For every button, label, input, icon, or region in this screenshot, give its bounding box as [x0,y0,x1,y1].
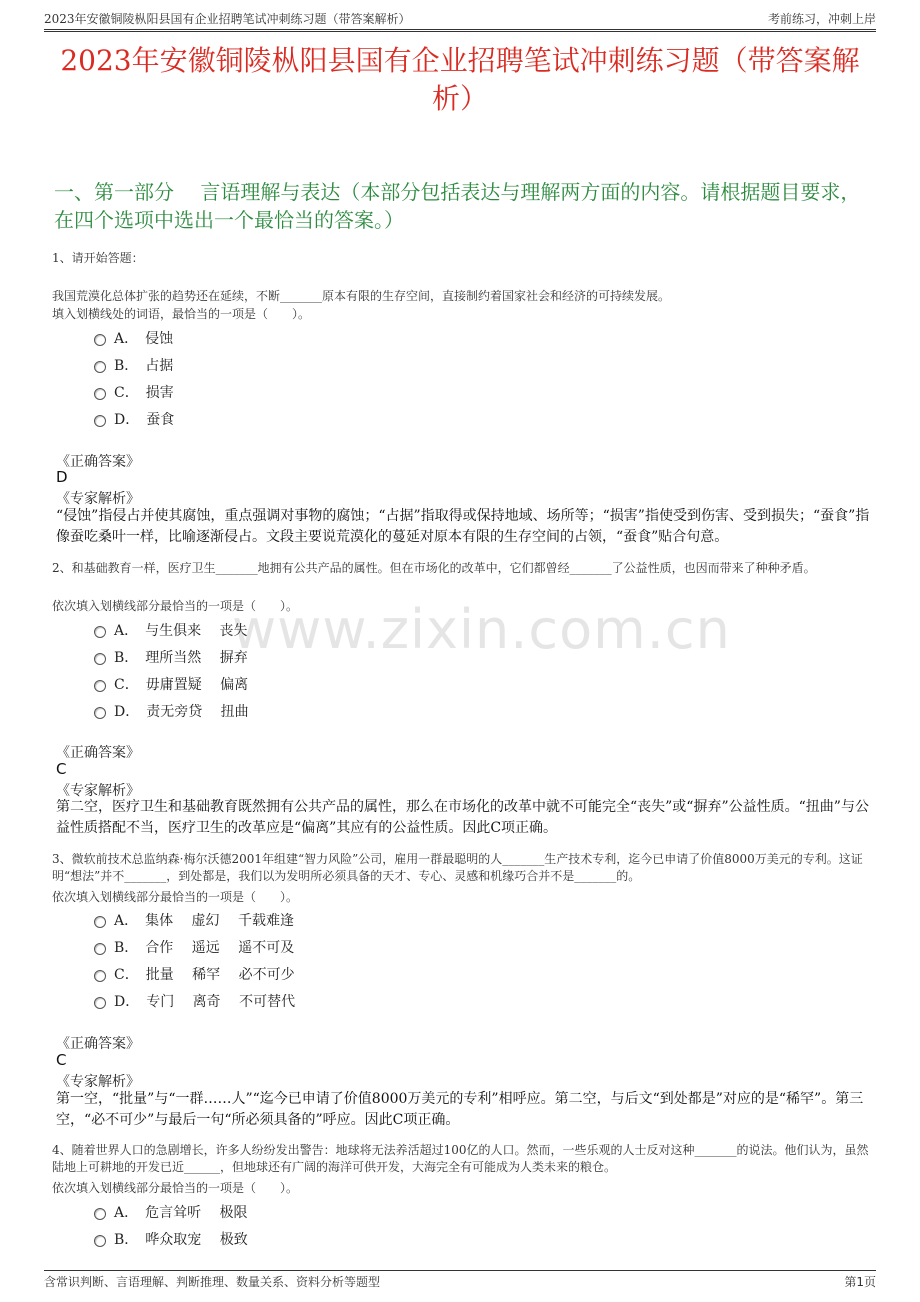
radio-icon[interactable] [94,680,106,692]
radio-icon[interactable] [94,943,106,955]
question-2-option-a[interactable]: A． 与生俱来 丧失 [94,620,248,640]
question-1-answer: D [56,468,68,486]
page-header [44,10,876,30]
radio-icon[interactable] [94,626,106,638]
header-divider [44,31,876,32]
question-2-option-d[interactable]: D． 责无旁贷 扭曲 [94,701,249,721]
question-1-stem: 我国荒漠化总体扩张的趋势还在延续，不断_______原本有限的生存空间，直接制约着国家社会和经济的可持续发展。 [52,289,671,303]
question-1-intro: 1、请开始答题： [52,251,144,265]
header-doc-title: 2023年安徽铜陵枞阳县国有企业招聘笔试冲刺练习题（带答案解析） [44,12,411,26]
question-1-option-c[interactable]: C． 损害 [94,382,174,402]
question-2-analysis-label: 《专家解析》 [56,783,140,799]
question-1-answer-label: 《正确答案》 [56,454,140,470]
radio-icon[interactable] [94,415,106,427]
question-2-answer-label: 《正确答案》 [56,745,140,761]
question-4-prompt: 依次填入划横线部分最恰当的一项是（ ）。 [52,1181,299,1195]
radio-icon[interactable] [94,970,106,982]
radio-icon[interactable] [94,997,106,1009]
question-3-answer: C [56,1051,67,1069]
header-slogan: 考前练习，冲刺上岸 [767,12,876,26]
page-number: 第1页 [844,1275,876,1289]
footer-note: 含常识判断、言语理解、判断推理、数量关系、资料分析等题型 [44,1275,381,1289]
question-2-stem: 2、和基础教育一样，医疗卫生_______地拥有公共产品的属性。但在市场化的改革中，它们都曾经_______了公益性质，也因而带来了种种矛盾。 [52,561,816,575]
question-2-analysis: 第二空，医疗卫生和基础教育既然拥有公共产品的属性，那么在市场化的改革中就不可能完全“丧失”或“摒弃”公益性质。“扭曲”与公益性质搭配不当，医疗卫生的改革应是“偏离”其应有的公益性质。因此C项正确。 [56,799,869,836]
radio-icon[interactable] [94,334,106,346]
question-2-option-b[interactable]: B． 理所当然 摒弃 [94,647,248,667]
radio-icon[interactable] [94,1235,106,1247]
question-3-stem: 3、微软前技术总监纳森·梅尔沃德2001年组建“智力风险”公司，雇用一群最聪明的人_______生产技术专利，迄今已申请了价值8000万美元的专利。这证明“想法”并不_______，到处都是，我们以为发明所必须具备的天才、专心、灵感和机缘巧合并不是_______的。 [52,852,863,883]
question-1-option-b[interactable]: B． 占据 [94,355,173,375]
question-3-analysis-label: 《专家解析》 [56,1074,140,1090]
question-3-answer-label: 《正确答案》 [56,1036,140,1052]
question-1-analysis: “侵蚀”指侵占并使其腐蚀，重点强调对事物的腐蚀；“占据”指取得或保持地域、场所等；“损害”指使受到伤害、受到损失；“蚕食”指像蚕吃桑叶一样，比喻逐渐侵占。文段主要说荒漠化的蔓延对原本有限的生存空间的占领，“蚕食”贴合句意。 [56,508,870,545]
question-3-prompt: 依次填入划横线部分最恰当的一项是（ ）。 [52,890,299,904]
radio-icon[interactable] [94,1208,106,1220]
question-4-option-b[interactable]: B． 哗众取宠 极致 [94,1229,248,1249]
question-3-option-c[interactable]: C． 批量 稀罕 必不可少 [94,964,295,984]
radio-icon[interactable] [94,916,106,928]
question-2-prompt: 依次填入划横线部分最恰当的一项是（ ）。 [52,599,299,613]
question-1-analysis-label: 《专家解析》 [56,491,140,507]
document-title: 2023年安徽铜陵枞阳县国有企业招聘笔试冲刺练习题（带答案解析） [60,44,860,115]
question-2-option-c[interactable]: C． 毋庸置疑 偏离 [94,674,248,694]
section-heading: 一、第一部分 言语理解与表达（本部分包括表达与理解两方面的内容。请根据题目要求，在四个选项中选出一个最恰当的答案。） [54,180,861,232]
question-1-option-a[interactable]: A． 侵蚀 [94,328,173,348]
radio-icon[interactable] [94,361,106,373]
radio-icon[interactable] [94,707,106,719]
question-3-option-d[interactable]: D． 专门 离奇 不可替代 [94,991,295,1011]
watermark: www.zixin.com.cn [232,598,731,661]
question-2-answer: C [56,760,67,778]
question-1-option-d[interactable]: D． 蚕食 [94,409,174,429]
radio-icon[interactable] [94,388,106,400]
question-3-option-a[interactable]: A． 集体 虚幻 千载难逢 [94,910,294,930]
question-4-option-a[interactable]: A． 危言耸听 极限 [94,1202,248,1222]
question-3-option-b[interactable]: B． 合作 遥远 遥不可及 [94,937,294,957]
question-4-stem: 4、随着世界人口的急剧增长，许多人纷纷发出警告：地球将无法养活超过100亿的人口。然而，一些乐观的人士反对这种_______的说法。他们认为，虽然陆地上可耕地的开发已近______，但地球还有广阔的海洋可供开发，大海完全有可能成为人类未来的粮仓。 [52,1143,869,1174]
question-1-prompt: 填入划横线处的词语，最恰当的一项是（ ）。 [52,307,311,321]
question-3-analysis: 第一空，“批量”与“一群……人”“迄今已申请了价值8000万美元的专利”相呼应。第二空，与后文“到处都是”对应的是“稀罕”。第三空，“必不可少”与最后一句“所必须具备的”呼应。因此C项正确。 [56,1091,864,1128]
page-footer [44,1270,876,1290]
radio-icon[interactable] [94,653,106,665]
